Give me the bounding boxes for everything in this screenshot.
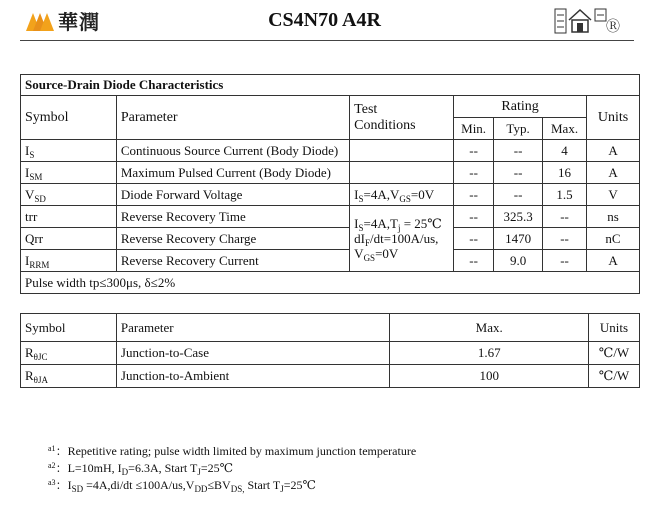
max-cell: 1.67 — [390, 342, 589, 365]
min-cell: -- — [454, 206, 494, 228]
document-title: CS4N70 A4R — [268, 9, 381, 31]
unit-cell: nC — [587, 228, 640, 250]
thermal-resistance-table — [20, 313, 640, 388]
header-symbol: Symbol — [21, 96, 117, 140]
table-row — [21, 228, 640, 250]
certification-seal-icon — [553, 6, 633, 38]
parameter-cell: Reverse Recovery Charge — [116, 228, 349, 250]
symbol-cell: $R_{\theta JA}$ — [21, 365, 117, 388]
header-rule — [20, 40, 634, 41]
min-cell: -- — [454, 184, 494, 206]
typ-cell: -- — [494, 140, 543, 162]
typ-cell: 1470 — [494, 228, 543, 250]
max-cell: -- — [543, 228, 587, 250]
table-row — [21, 184, 640, 206]
pulse-width-footnote: Pulse width tp≤300μs, δ≤2% — [21, 272, 640, 294]
unit-cell: ns — [587, 206, 640, 228]
symbol-cell: $V_{SD}$ — [21, 184, 117, 206]
unit-cell: V — [587, 184, 640, 206]
footnote-a1: $^{a1}$：Repetitive rating; pulse width limited by maximum junction temperature — [48, 444, 417, 458]
min-cell: -- — [454, 228, 494, 250]
min-cell: -- — [454, 250, 494, 272]
max-cell: 4 — [543, 140, 587, 162]
certification-marks — [553, 6, 633, 38]
header-units: Units — [589, 314, 640, 342]
footnote-a2: $^{a2}$：L=10mH, $I_D=6.3A$, Start $T_J=25℃$ — [48, 461, 234, 477]
symbol-cell: $I_{RRM}$ — [21, 250, 117, 272]
min-cell: -- — [454, 162, 494, 184]
typ-cell: 9.0 — [494, 250, 543, 272]
header-units: Units — [587, 96, 640, 140]
footnote-a3: $^{a3}$：$I_{SD} =4A,di/dt \le 100A/us,V_{DD}\le BV_{DS,}$ Start $T_J=25℃$ — [48, 478, 316, 494]
header-max: Max. — [390, 314, 589, 342]
symbol-cell: $R_{\theta JC}$ — [21, 342, 117, 365]
logo-text: 華潤 — [58, 11, 100, 34]
condition-cell — [350, 140, 454, 162]
unit-cell: A — [587, 162, 640, 184]
condition-cell-recovery: $I_S=4A,T_j$ = 25℃ $dI_F/dt=100A/us$, $V_{GS}=0V$ — [350, 206, 454, 272]
typ-cell: -- — [494, 184, 543, 206]
unit-cell: ℃/W — [589, 342, 640, 365]
page-header — [0, 0, 649, 42]
max-cell: 1.5 — [543, 184, 587, 206]
header-typ: Typ. — [494, 118, 543, 140]
parameter-cell: Junction-to-Case — [116, 342, 390, 365]
header-min: Min. — [454, 118, 494, 140]
condition-cell — [350, 162, 454, 184]
max-cell: 100 — [390, 365, 589, 388]
unit-cell: A — [587, 140, 640, 162]
footnotes — [48, 443, 416, 494]
max-cell: -- — [543, 206, 587, 228]
max-cell: -- — [543, 250, 587, 272]
table-row — [21, 250, 640, 272]
table-row — [21, 365, 640, 388]
parameter-cell: Continuous Source Current (Body Diode) — [116, 140, 349, 162]
typ-cell: -- — [494, 162, 543, 184]
unit-cell: ℃/W — [589, 365, 640, 388]
table-caption: Source-Drain Diode Characteristics — [21, 75, 640, 96]
parameter-cell: Reverse Recovery Current — [116, 250, 349, 272]
typ-cell: 325.3 — [494, 206, 543, 228]
header-rating: Rating — [454, 96, 587, 118]
table-row — [21, 206, 640, 228]
header-symbol: Symbol — [21, 314, 117, 342]
parameter-cell: Diode Forward Voltage — [116, 184, 349, 206]
table-row — [21, 162, 640, 184]
symbol-cell: trr — [21, 206, 117, 228]
header-parameter: Parameter — [116, 96, 349, 140]
header-max: Max. — [543, 118, 587, 140]
source-drain-diode-table — [20, 74, 640, 294]
symbol-cell: Qrr — [21, 228, 117, 250]
table-row — [21, 342, 640, 365]
header-test-conditions: Test Conditions — [350, 96, 454, 140]
symbol-cell: $I_{SM}$ — [21, 162, 117, 184]
parameter-cell: Reverse Recovery Time — [116, 206, 349, 228]
unit-cell: A — [587, 250, 640, 272]
parameter-cell: Maximum Pulsed Current (Body Diode) — [116, 162, 349, 184]
min-cell: -- — [454, 140, 494, 162]
condition-cell: $I_S=4A,V_{GS}=0V$ — [350, 184, 454, 206]
registered-mark: Ⓡ — [606, 20, 620, 35]
max-cell: 16 — [543, 162, 587, 184]
header-parameter: Parameter — [116, 314, 390, 342]
parameter-cell: Junction-to-Ambient — [116, 365, 390, 388]
table-row — [21, 140, 640, 162]
symbol-cell: $I_S$ — [21, 140, 117, 162]
